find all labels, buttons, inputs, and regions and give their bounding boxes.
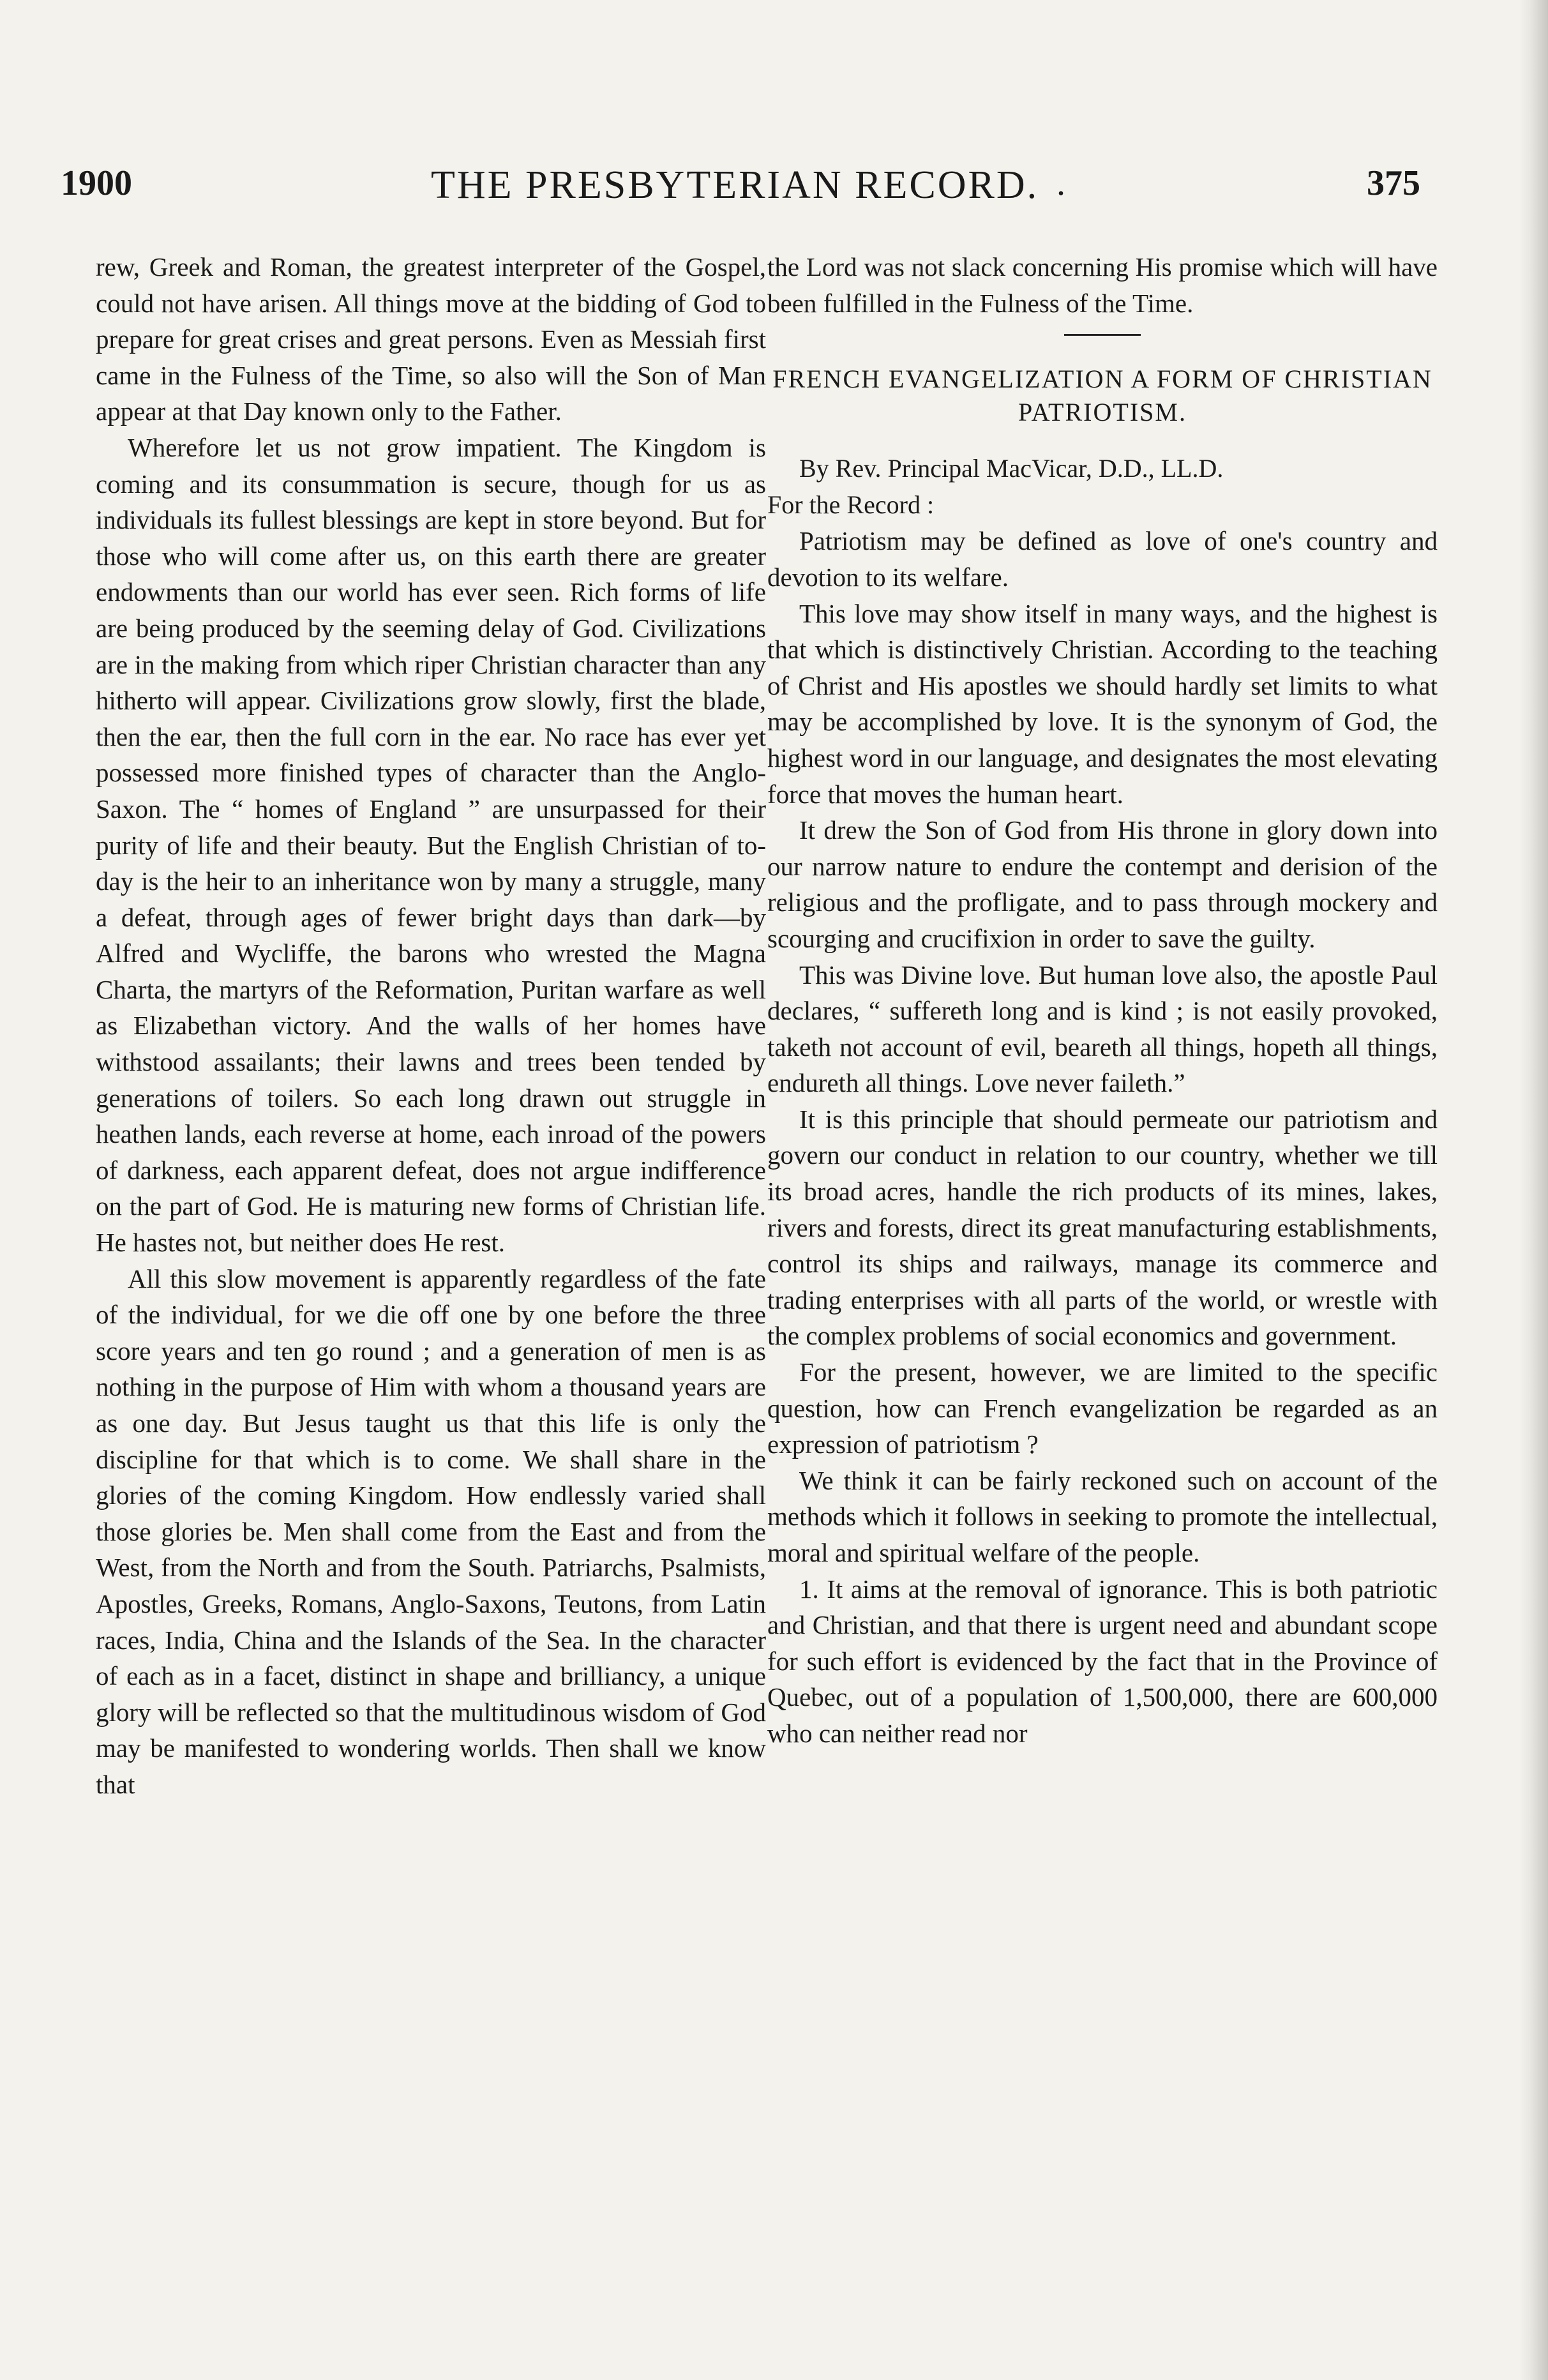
section-divider xyxy=(1064,334,1141,336)
left-column xyxy=(96,249,766,1803)
paragraph: rew, Greek and Roman, the greatest interpreter of the Gospel, could not have arisen. All things move at the bidding of God to prepare for great crises and great persons. Even as Messiah first came in the Fulness of the Time, so also will the Son of Man appear at that Day known only to the Father. xyxy=(96,252,766,426)
page-number: 375 xyxy=(1367,163,1420,203)
paragraph: We think it can be fairly reckoned such on account of the methods which it follows in seeking to promote the intellectual, moral and spiritual welfare of the people. xyxy=(767,1465,1438,1567)
paragraph: For the present, however, we are limited to the specific question, how can French evangelization be regarded as an expression of patriotism ? xyxy=(767,1357,1438,1459)
paragraph: 1. It aims at the removal of ignorance. This is both patriotic and Christian, and that there is urgent need and abundant scope for such effort is evidenced by the fact that in the Province of Quebec, out of a population of 1,500,000, there are 600,000 who can neither read nor xyxy=(767,1574,1438,1748)
publication-title: THE PRESBYTERIAN RECORD. xyxy=(431,163,1039,207)
header-year: 1900 xyxy=(61,163,132,203)
page-edge-shadow xyxy=(1519,0,1548,2380)
paragraph: Patriotism may be defined as love of one's country and devotion to its welfare. xyxy=(767,526,1438,592)
paragraph: Wherefore let us not grow impatient. The Kingdom is coming and its consummation is secure, though for us as individuals its fullest blessings are kept in store beyond. But for those who will come after us, on this earth there are greater endowments than our world has ever seen. Rich forms of life are being produced by the seeming delay of God. Civilizations are in the making from which riper Christian character than any hitherto will appear. Civilizations grow slowly, first the blade, then the ear, then the full corn in the ear. No race has ever yet possessed more finished types of character than the Anglo-Saxon. The “ homes of England ” are unsurpassed for their purity of life and their beauty. But the English Christian of to-day is the heir to an inheritance won by many a struggle, many a defeat, through ages of fewer bright days than dark—by Alfred and Wycliffe, the barons who wrested the Magna Charta, the martyrs of the Reformation, Puritan warfare as well as Elizabethan victory. And the walls of her homes have withstood assailants; their lawns and trees been tended by generations of toilers. So each long drawn out struggle in heathen lands, each reverse at home, each inroad of the powers of darkness, each apparent defeat, does not argue indifference on the part of God. He is maturing new forms of Christian life. He hastes not, but neither does He rest. xyxy=(96,432,766,1258)
header-dot: . xyxy=(1056,163,1065,203)
right-column xyxy=(767,249,1438,1752)
article-byline: By Rev. Principal MacVicar, D.D., LL.D. xyxy=(799,454,1224,483)
running-head xyxy=(61,163,1420,220)
article-title: FRENCH EVANGELIZATION A FORM OF CHRISTIAN PATRIOTISM. xyxy=(772,365,1432,427)
paragraph: It is this principle that should permeate our patriotism and govern our conduct in relation to our country, whether we till its broad acres, handle the rich products of its mines, lakes, rivers and forests, direct its great manufacturing establishments, control its ships and railways, manage its commerce and trading enterprises with all parts of the world, or wrestle with the complex problems of social economics and government. xyxy=(767,1104,1438,1351)
paragraph: It drew the Son of God from His throne in glory down into our narrow nature to endure the contempt and derision of the religious and the profligate, and to pass through mockery and scourging and crucifixion in order to save the guilty. xyxy=(767,815,1438,953)
paragraph-continuation: the Lord was not slack concerning His promise which will have been fulfilled in the Fulness of the Time. xyxy=(767,252,1438,318)
paragraph: All this slow movement is apparently regardless of the fate of the individual, for we die off one by one before the three score years and ten go round ; and a generation of men is as nothing in the purpose of Him with whom a thousand years are as one day. But Jesus taught us that this life is only the discipline for that which is to come. We shall share in the glories of the coming Kingdom. How endlessly varied shall those glories be. Men shall come from the East and from the West, from the North and from the South. Patriarchs, Psalmists, Apostles, Greeks, Romans, Anglo-Saxons, Teutons, from Latin races, India, China and the Islands of the Sea. In the character of each as in a facet, distinct in shape and brilliancy, a unique glory will be reflected so that the multitudinous wisdom of God may be manifested to wondering worlds. Then shall we know that xyxy=(96,1263,766,1799)
paragraph: This love may show itself in many ways, and the highest is that which is distinctively Christian. According to the teaching of Christ and His apostles we should hardly set limits to what may be accomplished by love. It is the synonym of God, the highest word in our language, and designates the most elevating force that moves the human heart. xyxy=(767,598,1438,809)
paragraph: This was Divine love. But human love also, the apostle Paul declares, “ suffereth long and is kind ; is not easily provoked, taketh not account of evil, beareth all things, hopeth all things, endureth all things. Love never faileth.” xyxy=(767,960,1438,1098)
article-dedication: For the Record : xyxy=(767,490,935,519)
